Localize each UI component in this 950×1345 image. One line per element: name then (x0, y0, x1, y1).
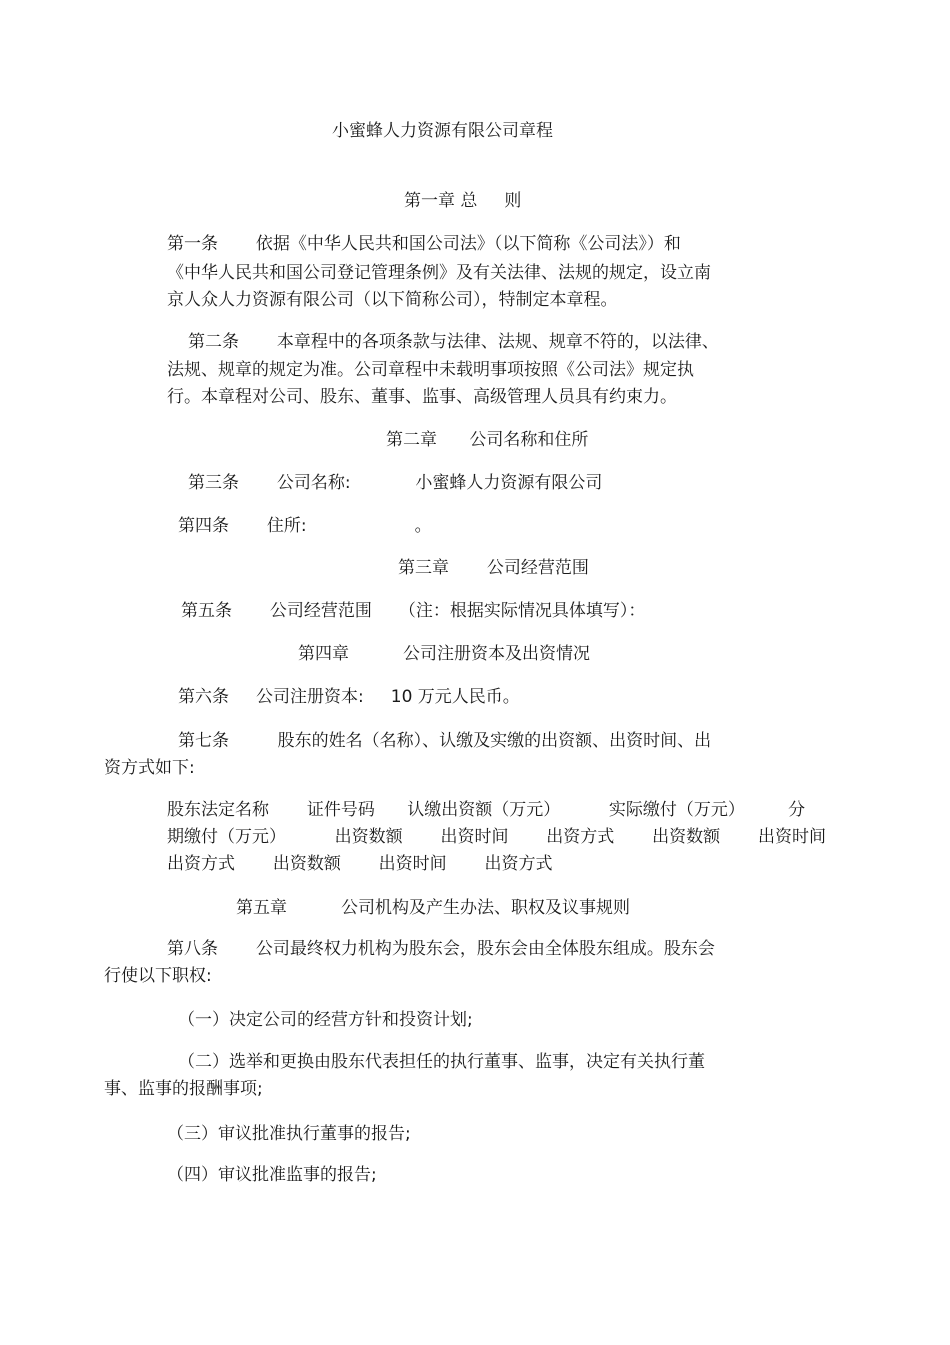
article-8-line-1: 第八条 公司最终权力机构为股东会，股东会由全体股东组成。股东会 (167, 939, 715, 959)
chapter-1-heading: 第一章 总 则 (404, 191, 522, 211)
chapter-4-heading: 第四章 公司注册资本及出资情况 (298, 644, 591, 664)
article-1-line-2: 《中华人民共和国公司登记管理条例》及有关法律、法规的规定，设立南 (167, 263, 711, 283)
contribution-table-header-line-3: 出资方式 出资数额 出资时间 出资方式 (167, 854, 553, 874)
power-item-4: （四）审议批准监事的报告; (167, 1165, 377, 1185)
contribution-table-header-line-2: 期缴付（万元） 出资数额 出资时间 出资方式 出资数额 出资时间 (167, 827, 826, 847)
article-2-line-1: 第二条 本章程中的各项条款与法律、法规、规章不符的，以法律、 (188, 332, 719, 352)
chapter-3-heading: 第三章 公司经营范围 (398, 558, 589, 578)
power-item-3: （三）审议批准执行董事的报告; (167, 1124, 411, 1144)
article-4: 第四条 住所: 。 (178, 516, 432, 536)
power-item-1: （一）决定公司的经营方针和投资计划; (178, 1010, 473, 1030)
article-7-line-1: 第七条 股东的姓名（名称）、认缴及实缴的出资额、出资时间、出 (178, 731, 712, 751)
article-2-line-2: 法规、规章的规定为准。公司章程中未载明事项按照《公司法》规定执 (167, 360, 694, 380)
article-6: 第六条 公司注册资本: 10 万元人民币。 (178, 687, 520, 707)
power-item-2-line-1: （二）选举和更换由股东代表担任的执行董事、监事，决定有关执行董 (178, 1052, 705, 1072)
article-5: 第五条 公司经营范围 （注：根据实际情况具体填写）： (181, 601, 646, 621)
article-1-line-1: 第一条 依据《中华人民共和国公司法》（以下简称《公司法》）和 (167, 234, 681, 254)
chapter-5-heading: 第五章 公司机构及产生办法、职权及议事规则 (236, 898, 631, 918)
article-3: 第三条 公司名称: 小蜜蜂人力资源有限公司 (188, 473, 603, 493)
article-7-line-2: 资方式如下: (104, 758, 195, 778)
contribution-table-header-line-1: 股东法定名称 证件号码 认缴出资额（万元） 实际缴付（万元） 分 (167, 800, 806, 820)
article-2-line-3: 行。本章程对公司、股东、董事、监事、高级管理人员具有约束力。 (167, 387, 677, 407)
article-1-line-3: 京人众人力资源有限公司（以下简称公司），特制定本章程。 (167, 290, 618, 310)
power-item-2-line-2: 事、监事的报酬事项; (104, 1079, 263, 1099)
article-8-line-2: 行使以下职权: (104, 966, 212, 986)
chapter-2-heading: 第二章 公司名称和住所 (386, 430, 589, 450)
document-title: 小蜜蜂人力资源有限公司章程 (332, 121, 553, 141)
